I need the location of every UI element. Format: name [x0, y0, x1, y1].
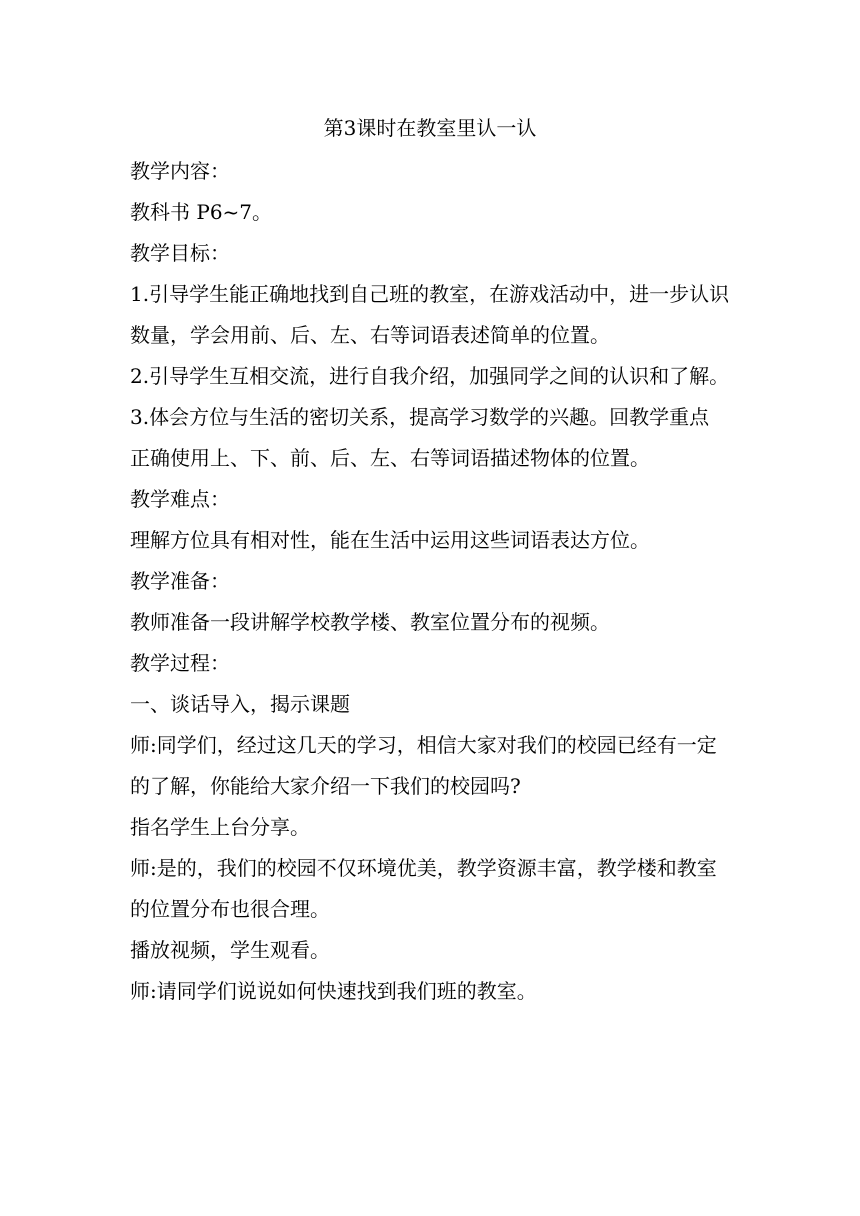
- text-line: 教科书 P6~7。: [130, 200, 273, 224]
- text-line: 教学难点：: [130, 487, 230, 511]
- text-line: 指名学生上台分享。: [130, 815, 310, 839]
- document-title: 第3课时在教室里认一认: [323, 116, 537, 140]
- text-line: 教师准备一段讲解学校教学楼、教室位置分布的视频。: [130, 610, 610, 634]
- text-line: 数量，学会用前、后、左、右等词语表述简单的位置。: [130, 323, 610, 347]
- document-body: [130, 159, 740, 1020]
- text-line: 播放视频，学生观看。: [130, 938, 330, 962]
- text-line: 2.引导学生互相交流，进行自我介绍，加强同学之间的认识和了解。: [130, 364, 730, 388]
- text-line: 正确使用上、下、前、后、左、右等词语描述物体的位置。: [130, 446, 650, 470]
- text-line: 教学准备：: [130, 569, 230, 593]
- text-line: 师:同学们，经过这几天的学习，相信大家对我们的校园已经有一定: [130, 733, 717, 757]
- text-line: 师:是的，我们的校园不仅环境优美，教学资源丰富，教学楼和教室: [130, 856, 717, 880]
- text-line: 理解方位具有相对性，能在生活中运用这些词语表达方位。: [130, 528, 650, 552]
- text-line: 一、谈话导入，揭示课题: [130, 692, 350, 716]
- text-line: 的位置分布也很合理。: [130, 897, 330, 921]
- text-line: 的了解，你能给大家介绍一下我们的校园吗?: [130, 774, 521, 798]
- text-line: 3.体会方位与生活的密切关系，提高学习数学的兴趣。回教学重点: [130, 405, 710, 429]
- text-line: 教学过程：: [130, 651, 230, 675]
- text-line: 教学目标：: [130, 241, 230, 265]
- text-line: 1.引导学生能正确地找到自己班的教室，在游戏活动中，进一步认识: [130, 282, 730, 306]
- text-line: 教学内容：: [130, 159, 230, 183]
- text-line: 师:请同学们说说如何快速找到我们班的教室。: [130, 979, 537, 1003]
